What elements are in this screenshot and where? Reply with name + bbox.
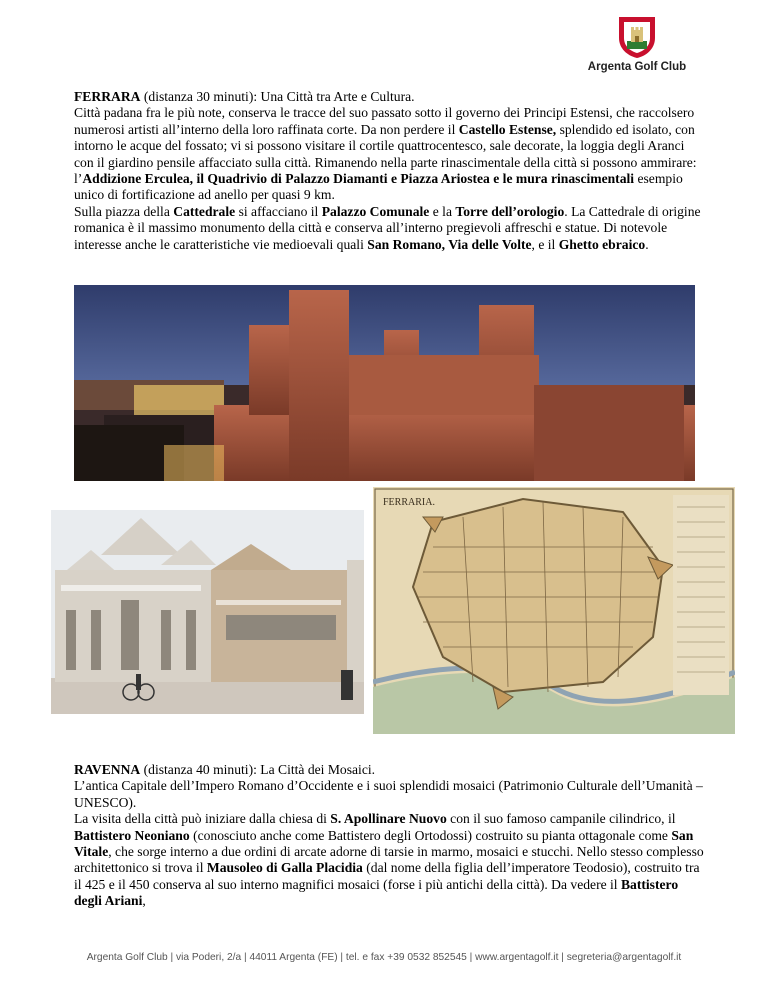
page-footer: Argenta Golf Club | via Poderi, 2/a | 44011 Argenta (FE) | tel. e fax +39 0532 852545 | www.argentagolf.it | segreteria@argentagolf.it [86, 952, 682, 963]
map-title: FERRARIA. [383, 497, 435, 508]
ferraria-map [373, 487, 735, 734]
bold-text-run: Battistero Neoniano [74, 827, 190, 843]
bold-text-run: Ghetto ebraico [558, 236, 646, 252]
ferrara-heading [74, 89, 704, 105]
text-run: , e il [531, 236, 559, 252]
bold-text-run: FERRARA [74, 89, 141, 104]
text-run: e la [429, 203, 456, 219]
text-run: esempio unico di fortificazione ad anello per quasi 9 km. [74, 171, 683, 203]
text-run: L’antica Capitale dell’Impero Romano d’Occidente e i suoi splendidi mosaici (Patrimonio Culturale dell’Umanità – UNESCO). [74, 778, 703, 810]
text-run: , [142, 893, 146, 909]
text-run: Sulla piazza della [74, 203, 174, 219]
text-run: (conosciuto anche come Battistero degli Ortodossi) costruito su pianta ottagonale come [189, 827, 672, 843]
text-run: Città padana fra le più note, conserva le tracce del suo passato sotto il governo dei Principi Estensi, che raccolsero numerosi artisti all’interno della loro raffinata corte. Da non perdere il [74, 105, 695, 137]
bold-text-run: Cattedrale [173, 203, 236, 219]
ravenna-section [74, 762, 704, 910]
ravenna-paragraph-2 [74, 811, 704, 909]
bold-text-run: Addizione Erculea, il Quadrivio di Palazzo Diamanti e Piazza Ariostea e le mura rinascimentali [82, 171, 635, 187]
text-run: (distanza 40 minuti): La Città dei Mosaici. [140, 762, 376, 777]
club-logo [587, 14, 687, 84]
ferrara-section [74, 89, 704, 253]
bold-text-run: Battistero degli Ariani [74, 876, 679, 909]
text-run: (dal nome della figlia dell’imperatore Teodosio), costruito tra il 425 e il 450 conserva al suo interno magnifici mosaici (forse i più antichi della città). Da vedere il [74, 860, 700, 892]
cattedrale-photo [51, 510, 364, 714]
bold-text-run: Palazzo Comunale [321, 203, 430, 219]
bold-text-run: S. Apollinare Nuovo [330, 811, 447, 827]
text-run: La visita della città può iniziare dalla chiesa di [74, 811, 331, 827]
text-run: . [645, 236, 649, 252]
text-run: si affacciano il [235, 203, 322, 219]
bold-text-run: Castello Estense, [458, 121, 557, 137]
ravenna-paragraph-1 [74, 778, 704, 811]
text-run: splendido ed isolato, con intorno le acque del fossato; vi si possono visitare il cortile quattrocentesco, sale decorate, la loggia degli Aranci con il giardino pensile affacciato sulla città. Rimanendo nella parte rinascimentale della città si possono ammirare: l’ [74, 121, 697, 187]
ravenna-heading [74, 762, 704, 778]
text-run: con il suo famoso campanile cilindrico, il [446, 811, 676, 827]
bold-text-run: Mausoleo di Galla Placidia [206, 860, 363, 876]
bold-text-run: San Vitale [74, 827, 694, 860]
shield-icon [615, 14, 659, 60]
text-run: (distanza 30 minuti): Una Città tra Arte e Cultura. [140, 89, 415, 104]
text-run: , che sorge interno a due ordini di arcate adorne di tarsie in marmo, mosaici e stucchi. Nello stesso complesso architettonico si trova il [74, 844, 704, 876]
club-name: Argenta Golf Club [587, 61, 687, 73]
text-run: . La Cattedrale di origine romanica è il massimo monumento della città e conserva all’interno pregievoli affreschi e statue. Di notevole interesse anche le caratteristiche vie medioevali quali [74, 203, 701, 252]
bold-text-run: RAVENNA [74, 762, 141, 777]
ferrara-paragraph-2 [74, 204, 704, 253]
bold-text-run: San Romano, Via delle Volte [367, 236, 532, 252]
castello-estense-photo [74, 285, 695, 481]
ferrara-paragraph-1 [74, 105, 704, 203]
bold-text-run: Torre dell’orologio [455, 203, 565, 219]
